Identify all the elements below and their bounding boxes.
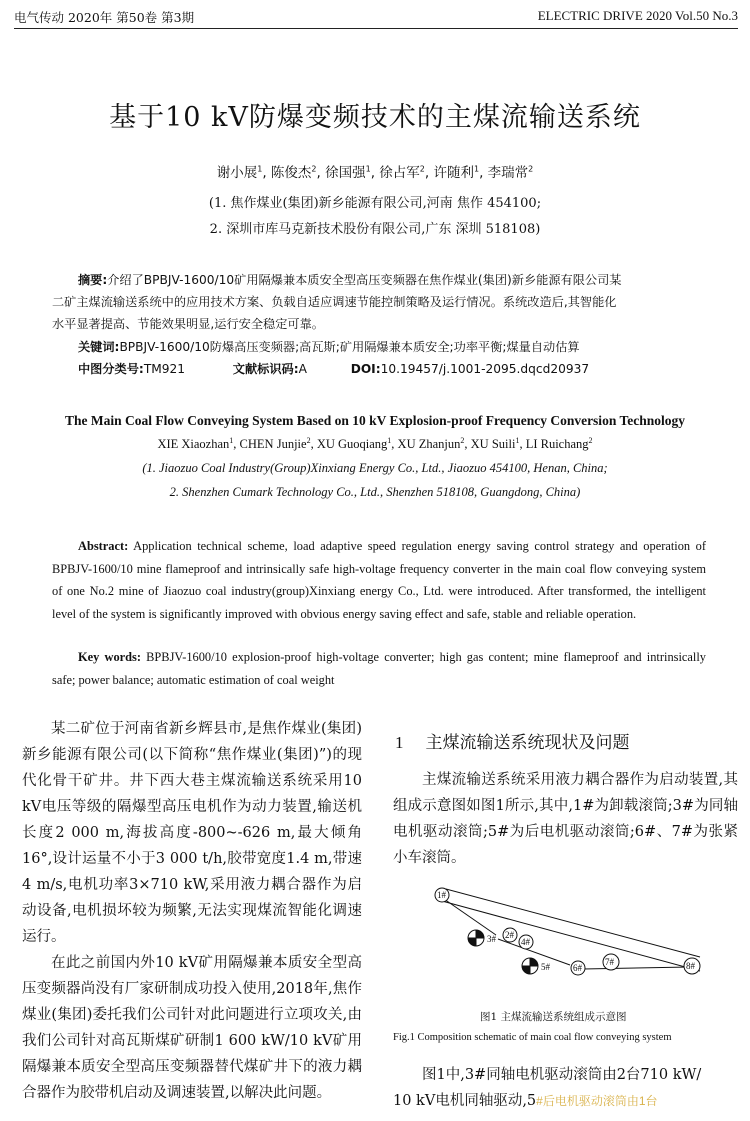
roller-5-label: 5#: [541, 962, 550, 972]
author: 许随利: [433, 165, 474, 181]
roller-3-label: 3#: [487, 934, 496, 944]
abstract-cn: 摘要:介绍了BPBJV-1600/10矿用隔爆兼本质安全型高压变频器在焦作煤业(集团)新乡能源有限公司某: [78, 273, 622, 287]
body-paragraph: 图1中,3#同轴电机驱动滚筒由2台710 kW/: [422, 1067, 702, 1083]
journal-header-cn: 电气传动 2020年 第50卷 第3期: [14, 10, 195, 25]
roller-8-label: 8#: [686, 961, 695, 971]
body-paragraph: 在此之前国内外10 kV矿用隔爆兼本质安全型高压变频器尚没有厂家研制成功投入使用,2018年,焦作煤业(集团)委托我们公司针对此问题进行立项攻关,由我们公司针对高瓦斯煤矿研制1 600 kW/10 kV矿用隔爆兼本质安全型高压变频器替代煤矿井下的液力耦合器作为胶带机启动及调速装置,以解决此问题。: [22, 955, 362, 1101]
author-list: 谢小展$^1$, 陈俊杰$^2$, 徐国强$^1$, 徐占军$^2$, 许随利$^1$, 李瑞常$^2$: [216, 164, 534, 181]
left-column: [22, 716, 362, 1106]
conveyor-schematic: [418, 875, 718, 995]
english-affiliation: 2. Shenzhen Cumark Technology Co., Ltd., Shenzhen 518108, Guangdong, China): [169, 485, 581, 499]
author: 徐国强: [325, 165, 366, 181]
keywords-cn: 关键词:BPBJV-1600/10防爆高压变频器;高瓦斯;矿用隔爆兼本质安全;功率平衡;煤量自动估算: [78, 340, 580, 354]
belt-top-line: [446, 889, 700, 957]
english-title: The Main Coal Flow Conveying System Based on 10 kV Explosion-proof Frequency Conversion Technology: [65, 413, 685, 428]
english-keywords: Key words: BPBJV-1600/10 explosion-proof high-voltage converter; high gas content; mine flameproof and intrinsically safe; power balance; automatic estimation of coal weight: [52, 650, 706, 687]
belt-incline-line: [444, 899, 496, 935]
roller-7-label: 7#: [605, 957, 614, 967]
right-column: [393, 767, 738, 871]
roller-1-label: 1#: [437, 890, 446, 900]
english-abstract: Abstract: Application technical scheme, load adaptive speed regulation energy saving control strategy and operation of BPBJV-1600/10 mine flameproof and intrinsically safe high-voltage frequency converter in the main coal flow conveying system of one No.2 mine of Jiaozuo coal industry(group)Xinxiang energy Co., Ltd. were introduced. After transformed, the intelligent level of the system is significantly improved with obvious energy saving effect and safe, stable and reliable operation.: [52, 539, 706, 621]
figure-caption-cn: 图1 主煤流输送系统组成示意图: [480, 1011, 627, 1023]
author: 徐占军: [379, 165, 420, 181]
author: 陈俊杰: [270, 165, 312, 181]
classification-line: 中图分类号:TM921 文献标识码:A DOI:10.19457/j.1001-2095.dqcd20937: [78, 362, 590, 376]
figure-caption-en: Fig.1 Composition schematic of main coal flow conveying system: [393, 1032, 672, 1043]
right-column-tail: 图1中,3#同轴电机驱动滚筒由2台710 kW/ 10 kV电机同轴驱动,5#后电机驱动滚筒由1台: [393, 1062, 738, 1114]
journal-header-en: ELECTRIC DRIVE 2020 Vol.50 No.3: [537, 8, 738, 23]
english-authors: XIE Xiaozhan$^1$, CHEN Junjie$^2$, XU Guoqiang$^1$, XU Zhanjun$^2$, XU Suili$^1$, LI Ruichang$^2$: [157, 436, 593, 452]
body-paragraph: 某二矿位于河南省新乡辉县市,是焦作煤业(集团)新乡能源有限公司(以下简称“焦作煤业(集团)”)的现代化骨干矿井。井下西大巷主煤流输送系统采用10 kV电压等级的隔爆型高压电机作为动力装置,输送机长度2 000 m,海拔高度-800~-626 m,最大倾角16°,设计运量不小于3 000 t/h,胶带宽度1.4 m,带速4 m/s,电机功率3×710 kW,采用液力耦合器作为启动设备,电机损坏较为频繁,无法实现煤流智能化调速运行。: [22, 721, 362, 945]
running-header: [14, 6, 738, 29]
affiliation-line: 2. 深圳市库马克新技术股份有限公司,广东 深圳 518108): [209, 222, 541, 237]
section-heading: 1 主煤流输送系统现状及问题: [395, 733, 630, 753]
body-paragraph: 主煤流输送系统采用液力耦合器作为启动装置,其组成示意图如图1所示,其中,1#为卸载滚筒;3#为同轴电机驱动滚筒;5#为后电机驱动滚筒;6#、7#为张紧小车滚筒。: [393, 772, 738, 866]
english-affiliation: (1. Jiaozuo Coal Industry(Group)Xinxiang Energy Co., Ltd., Jiaozuo 454100, Henan, China;: [142, 461, 608, 475]
roller-2-label: 2#: [505, 930, 514, 940]
roller-4-label: 4#: [521, 937, 530, 947]
affiliation-line: (1. 焦作煤业(集团)新乡能源有限公司,河南 焦作 454100;: [208, 196, 542, 211]
author: 谢小展: [216, 165, 258, 181]
belt-return-line: [583, 967, 690, 969]
author: 李瑞常: [487, 165, 529, 181]
abstract-cn-cont: 二矿主煤流输送系统中的应用技术方案、负载自适应调速节能控制策略及运行情况。系统改造后,其智能化 水平显著提高、节能效果明显,运行安全稳定可靠。: [52, 295, 617, 331]
watermark: #后电机驱动滚筒由1台: [536, 1094, 658, 1108]
paper-title: 基于10 kV防爆变频技术的主煤流输送系统: [109, 102, 641, 133]
roller-6-label: 6#: [573, 963, 582, 973]
